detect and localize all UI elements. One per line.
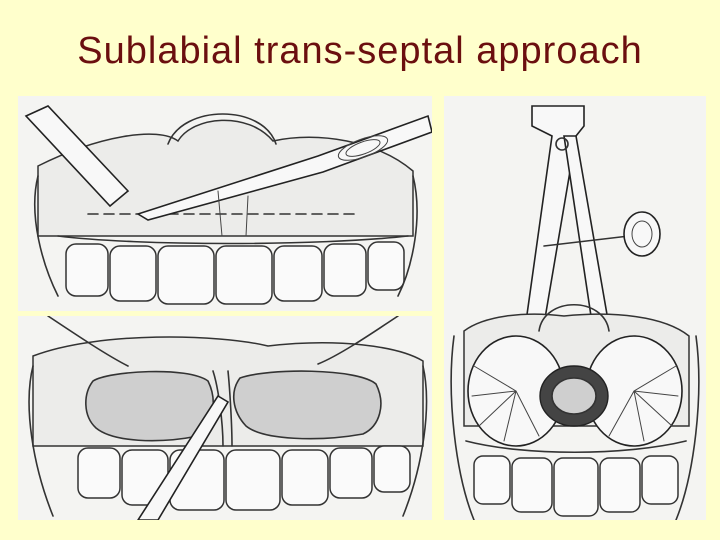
illustration-septal-elevation: [18, 316, 432, 520]
upper-teeth: [66, 242, 404, 304]
upper-teeth: [78, 446, 410, 510]
slide-title: Sublabial trans-septal approach: [77, 30, 643, 72]
illustration-speculum-retraction: [444, 96, 706, 520]
upper-teeth: [474, 456, 678, 516]
illustration-sublabial-incision: [18, 96, 432, 311]
